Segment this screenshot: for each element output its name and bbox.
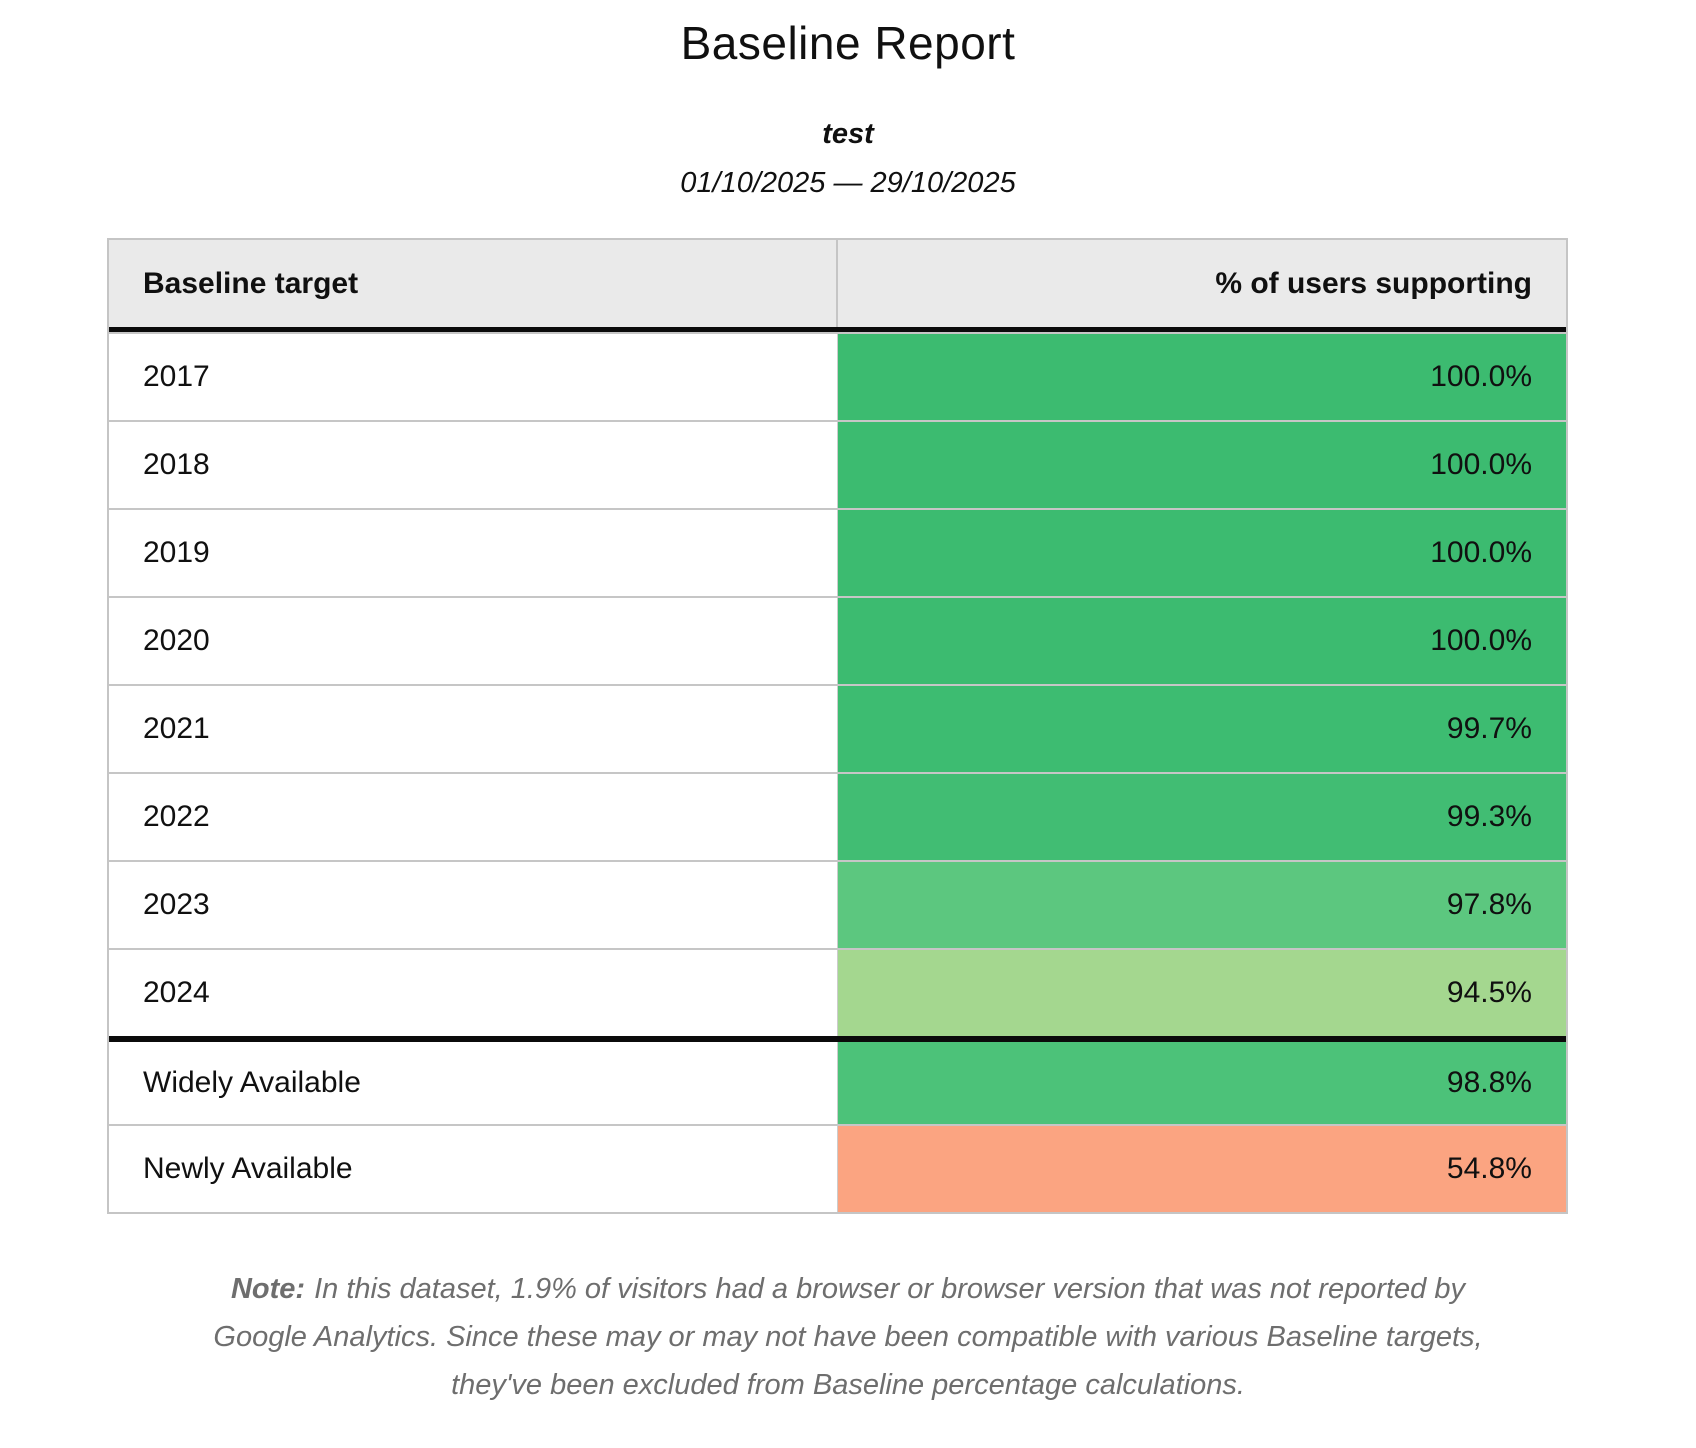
baseline-target-cell: 2020 xyxy=(109,598,838,684)
note-label: Note: xyxy=(230,1273,306,1305)
date-range: 01/10/2025 — 29/10/2025 xyxy=(680,167,1016,199)
percent-cell: 54.8% xyxy=(838,1126,1567,1212)
baseline-target-cell: 2022 xyxy=(109,774,838,860)
percent-cell: 100.0% xyxy=(838,598,1567,684)
baseline-target-cell: 2023 xyxy=(109,862,838,948)
table-row xyxy=(109,1124,1566,1212)
note xyxy=(213,1266,1483,1410)
report-name: test xyxy=(822,118,874,150)
table-row xyxy=(109,948,1566,1036)
percent-cell: 97.8% xyxy=(838,862,1567,948)
table-row xyxy=(109,860,1566,948)
baseline-target-cell: 2024 xyxy=(109,950,838,1036)
table-row xyxy=(109,1036,1566,1124)
percent-cell: 100.0% xyxy=(838,422,1567,508)
percent-cell: 99.7% xyxy=(838,686,1567,772)
baseline-target-cell: 2021 xyxy=(109,686,838,772)
table-row xyxy=(109,332,1566,420)
baseline-target-cell: Newly Available xyxy=(109,1126,838,1212)
percent-cell: 94.5% xyxy=(838,950,1567,1036)
table-row xyxy=(109,684,1566,772)
baseline-target-cell: 2018 xyxy=(109,422,838,508)
column-header-baseline-target: Baseline target xyxy=(109,240,838,327)
percent-cell: 100.0% xyxy=(838,510,1567,596)
page-title: Baseline Report xyxy=(680,17,1016,69)
table-row xyxy=(109,596,1566,684)
percent-cell: 99.3% xyxy=(838,774,1567,860)
percent-cell: 98.8% xyxy=(838,1042,1567,1124)
table-header-row xyxy=(109,240,1566,332)
baseline-target-cell: 2017 xyxy=(109,334,838,420)
note-text: In this dataset, 1.9% of visitors had a browser or browser version that was not reported by Google Analytics. Since these may or may not have been compatible with various Baseline targets, they've been excluded from Baseline percentage calculations. xyxy=(213,1273,1483,1401)
baseline-target-cell: Widely Available xyxy=(109,1042,838,1124)
table-row xyxy=(109,772,1566,860)
column-header-percent-supporting: % of users supporting xyxy=(1215,266,1532,300)
baseline-table xyxy=(107,238,1568,1214)
percent-cell: 100.0% xyxy=(838,334,1567,420)
baseline-target-cell: 2019 xyxy=(109,510,838,596)
table-row xyxy=(109,508,1566,596)
table-row xyxy=(109,420,1566,508)
